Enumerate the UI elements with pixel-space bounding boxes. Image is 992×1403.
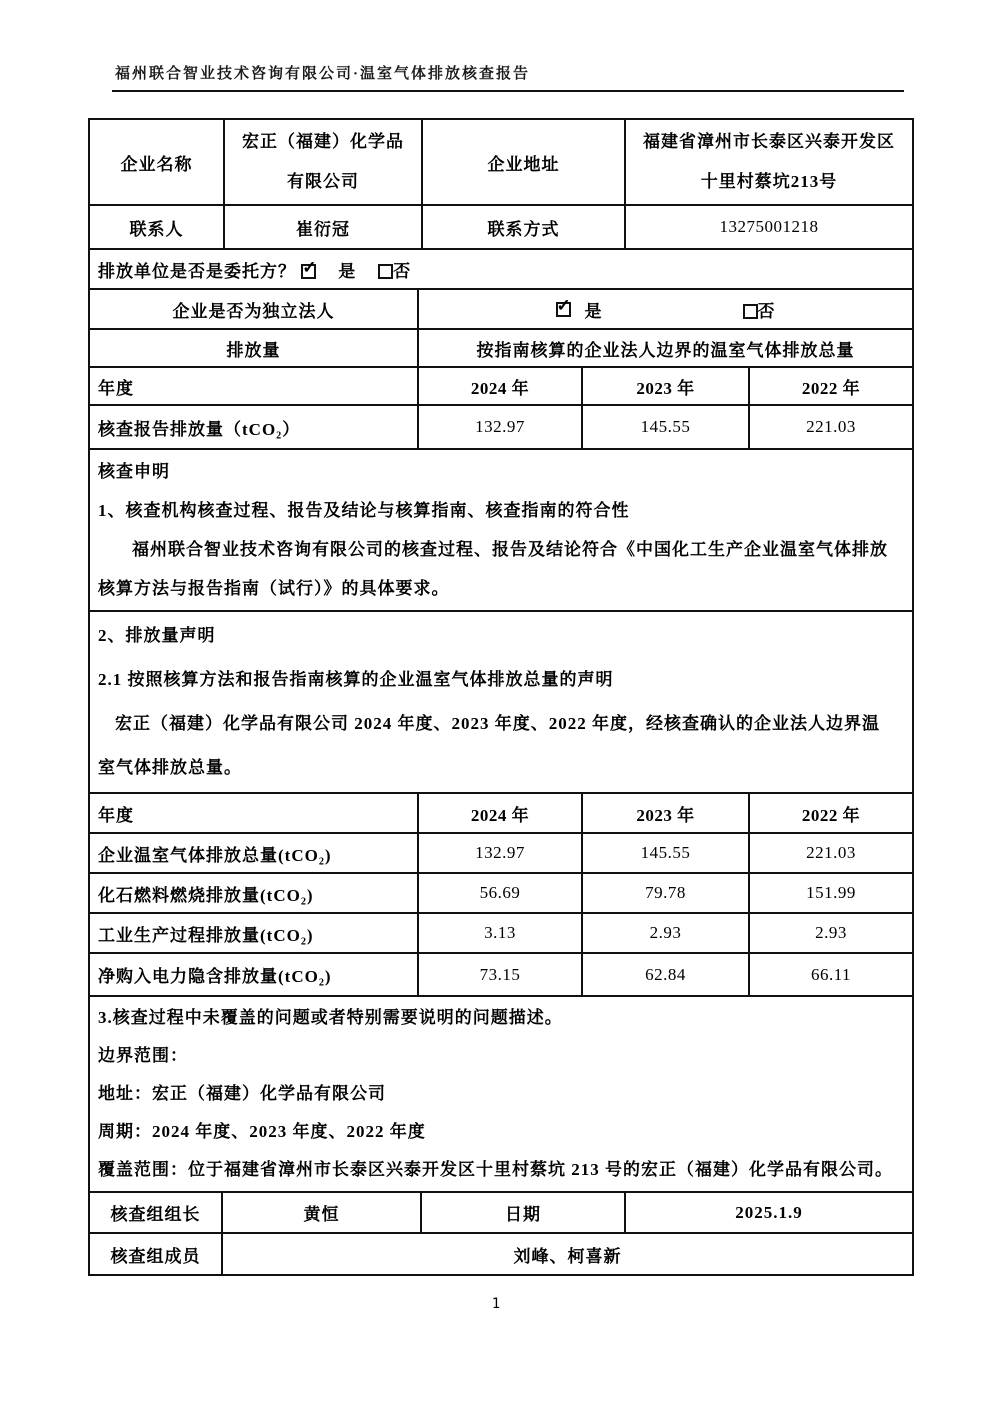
table-row (89, 611, 913, 793)
verified-emission-2024: 132.97 (418, 405, 582, 449)
contact-value: 崔衍冠 (224, 205, 422, 249)
row-value: 2.93 (749, 913, 913, 953)
declaration-line: 室气体排放总量。 (98, 758, 242, 777)
table-row (89, 119, 913, 205)
yes-label: 是 (584, 301, 603, 321)
boundary-description-block (88, 995, 914, 1193)
row-value: 2.93 (582, 913, 749, 953)
emission-desc: 按指南核算的企业法人边界的温室气体排放总量 (418, 329, 913, 367)
year-header-label: 年度 (89, 793, 418, 833)
statement-line: 1、核查机构核查过程、报告及结论与核算指南、核查指南的符合性 (98, 501, 630, 520)
company-info-table (88, 118, 914, 250)
table-row (89, 405, 913, 449)
emission-declaration-cell (89, 611, 913, 793)
boundary-description-cell (89, 996, 913, 1192)
phone-value: 13275001218 (625, 205, 913, 249)
emission-label: 排放量 (89, 329, 418, 367)
yes-label: 是 (338, 261, 357, 281)
company-name-label: 企业名称 (89, 119, 224, 205)
declaration-line: 2.1 按照核算方法和报告指南核算的企业温室气体排放总量的声明 (98, 670, 614, 689)
table-row (89, 1233, 913, 1275)
row-value: 145.55 (582, 833, 749, 873)
contact-label: 联系人 (89, 205, 224, 249)
summary-year-table (88, 366, 914, 450)
section3-line: 地址：宏正（福建）化学品有限公司 (98, 1084, 386, 1103)
section3-line: 周期：2024 年度、2023 年度、2022 年度 (98, 1122, 426, 1141)
statement-heading: 核查申明 (98, 462, 170, 481)
client-question-text: 排放单位是否是委托方？ (98, 261, 296, 281)
row-value: 79.78 (582, 873, 749, 913)
company-address-value: 福建省漳州市长泰区兴泰开发区 十里村蔡坑213号 (625, 119, 913, 205)
year-2022-header: 2022 年 (749, 793, 913, 833)
report-table (88, 118, 912, 1276)
row-value: 221.03 (749, 833, 913, 873)
team-leader-name: 黄恒 (222, 1192, 421, 1233)
phone-label: 联系方式 (422, 205, 625, 249)
client-question-row (88, 248, 914, 290)
table-row (89, 449, 913, 611)
table-row (89, 289, 913, 329)
statement-line: 核算方法与报告指南（试行）》的具体要求。 (98, 579, 450, 598)
legal-entity-label: 企业是否为独立法人 (89, 289, 418, 329)
table-row (89, 329, 913, 367)
emission-amount-row (88, 328, 914, 368)
team-members-label: 核查组成员 (89, 1233, 222, 1275)
checkbox-unchecked-icon (378, 264, 393, 279)
year-2024-header: 2024 年 (418, 367, 582, 405)
legal-entity-row (88, 288, 914, 330)
row-label: 净购入电力隐含排放量(tCO₂) (89, 953, 418, 996)
header-divider (112, 90, 904, 92)
emissions-detail-table (88, 792, 914, 997)
section3-line: 覆盖范围：位于福建省漳州市长泰区兴泰开发区十里村蔡坑 213 号的宏正（福建）化学品有限公司。 (98, 1160, 893, 1179)
table-row (89, 873, 913, 913)
legal-entity-choice (418, 289, 913, 329)
row-label: 企业温室气体排放总量(tCO₂) (89, 833, 418, 873)
row-value: 62.84 (582, 953, 749, 996)
checkbox-checked-icon (556, 302, 571, 317)
row-value: 3.13 (418, 913, 582, 953)
year-2024-header: 2024 年 (418, 793, 582, 833)
table-row (89, 793, 913, 833)
verified-emission-2023: 145.55 (582, 405, 749, 449)
year-header-label: 年度 (89, 367, 418, 405)
section3-line: 边界范围： (98, 1046, 188, 1065)
declaration-line: 宏正（福建）化学品有限公司 2024 年度、2023 年度、2022 年度，经核查确认的企业法人边界温 (115, 714, 880, 733)
table-row (89, 249, 913, 289)
row-value: 56.69 (418, 873, 582, 913)
table-row (89, 996, 913, 1192)
statement-line: 福州联合智业技术咨询有限公司的核查过程、报告及结论符合《中国化工生产企业温室气体排放 (132, 540, 888, 559)
table-row (89, 1192, 913, 1233)
no-label: 否 (393, 261, 412, 281)
row-label: 工业生产过程排放量(tCO₂) (89, 913, 418, 953)
table-row (89, 205, 913, 249)
section3-heading: 3.核查过程中未覆盖的问题或者特别需要说明的问题描述。 (98, 1008, 563, 1027)
year-2023-header: 2023 年 (582, 793, 749, 833)
company-name-value: 宏正（福建）化学品 有限公司 (224, 119, 422, 205)
verified-emission-2022: 221.03 (749, 405, 913, 449)
verification-statement-cell (89, 449, 913, 611)
page-number: 1 (491, 1296, 501, 1312)
table-row (89, 367, 913, 405)
year-2022-header: 2022 年 (749, 367, 913, 405)
verification-statement-block (88, 448, 914, 612)
client-question-cell (89, 249, 913, 289)
team-members-value: 刘峰、柯喜新 (222, 1233, 913, 1275)
emission-declaration-block (88, 610, 914, 794)
table-row (89, 913, 913, 953)
page-title: 福州联合智业技术咨询有限公司·温室气体排放核查报告 (115, 66, 531, 82)
row-value: 66.11 (749, 953, 913, 996)
year-2023-header: 2023 年 (582, 367, 749, 405)
verification-team-table (88, 1191, 914, 1276)
company-address-label: 企业地址 (422, 119, 625, 205)
date-label: 日期 (421, 1192, 625, 1233)
checkbox-checked-icon (301, 264, 316, 279)
row-value: 151.99 (749, 873, 913, 913)
row-label: 化石燃料燃烧排放量(tCO₂) (89, 873, 418, 913)
no-label: 否 (757, 301, 776, 321)
checkbox-unchecked-icon (743, 304, 758, 319)
table-row (89, 833, 913, 873)
team-leader-label: 核查组组长 (89, 1192, 222, 1233)
row-value: 132.97 (418, 833, 582, 873)
verified-emission-label: 核查报告排放量（tCO₂） (89, 405, 418, 449)
declaration-heading: 2、排放量声明 (98, 626, 216, 645)
row-value: 73.15 (418, 953, 582, 996)
table-row (89, 953, 913, 996)
date-value: 2025.1.9 (625, 1192, 913, 1233)
